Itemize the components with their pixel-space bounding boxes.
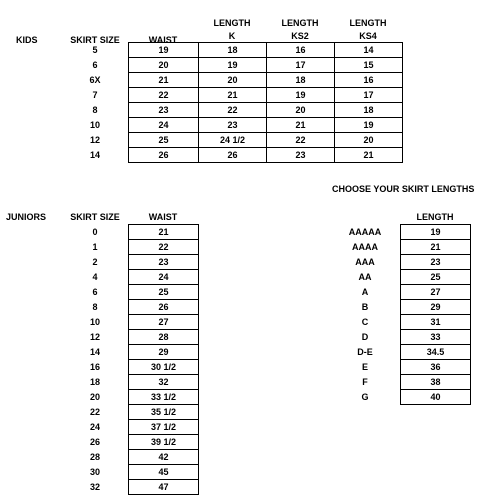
kids-k-cell: 22 bbox=[199, 103, 267, 118]
skirt-lengths-title: CHOOSE YOUR SKIRT LENGTHS bbox=[332, 184, 475, 194]
juniors-waist-cell: 37 1/2 bbox=[129, 420, 199, 435]
kids-ks2-cell: 21 bbox=[267, 118, 335, 133]
table-row bbox=[129, 330, 199, 345]
length-value-cell: 34.5 bbox=[401, 345, 471, 360]
juniors-size-cell: 0 bbox=[92, 227, 98, 237]
juniors-waist-cell: 23 bbox=[129, 255, 199, 270]
juniors-size-cell: 2 bbox=[92, 257, 98, 267]
table-row bbox=[401, 225, 471, 240]
table-row bbox=[401, 390, 471, 405]
length-code-cell: D-E bbox=[357, 347, 373, 357]
table-row bbox=[401, 315, 471, 330]
length-code-cell: AAAAA bbox=[348, 227, 382, 237]
kids-waist-cell: 20 bbox=[129, 58, 199, 73]
kids-ks4-cell: 19 bbox=[335, 118, 403, 133]
length-code-cell: F bbox=[362, 377, 368, 387]
kids-ks4-cell: 18 bbox=[335, 103, 403, 118]
length-code-cell: A bbox=[361, 287, 369, 297]
kids-ks2-header: KS2 bbox=[291, 31, 309, 41]
juniors-waist-cell: 30 1/2 bbox=[129, 360, 199, 375]
length-header: LENGTH bbox=[416, 212, 454, 222]
length-code-cell: AAA bbox=[355, 257, 375, 267]
kids-ks2-cell: 18 bbox=[267, 73, 335, 88]
juniors-section-label: JUNIORS bbox=[6, 212, 47, 222]
juniors-waist-cell: 28 bbox=[129, 330, 199, 345]
kids-ks4-cell: 14 bbox=[335, 43, 403, 58]
table-row bbox=[401, 255, 471, 270]
kids-k-cell: 24 1/2 bbox=[199, 133, 267, 148]
table-row bbox=[129, 315, 199, 330]
table-row bbox=[129, 133, 403, 148]
kids-size-column bbox=[60, 43, 130, 163]
kids-ks2-cell: 19 bbox=[267, 88, 335, 103]
kids-size-cell: 8 bbox=[92, 105, 98, 115]
length-value-cell: 29 bbox=[401, 300, 471, 315]
length-value-cell: 36 bbox=[401, 360, 471, 375]
juniors-waist-cell: 39 1/2 bbox=[129, 435, 199, 450]
table-row bbox=[401, 285, 471, 300]
kids-ks2-cell: 23 bbox=[267, 148, 335, 163]
juniors-size-column bbox=[60, 225, 130, 495]
kids-ks2-cell: 16 bbox=[267, 43, 335, 58]
kids-ks2-header-top: LENGTH bbox=[281, 18, 319, 28]
length-code-cell: AAAA bbox=[352, 242, 378, 252]
length-value-cell: 19 bbox=[401, 225, 471, 240]
length-value-cell: 25 bbox=[401, 270, 471, 285]
kids-k-header: K bbox=[228, 31, 236, 41]
kids-ks4-cell: 16 bbox=[335, 73, 403, 88]
table-row bbox=[129, 225, 199, 240]
juniors-waist-cell: 45 bbox=[129, 465, 199, 480]
table-row bbox=[129, 285, 199, 300]
table-row bbox=[129, 420, 199, 435]
length-code-cell: B bbox=[361, 302, 369, 312]
juniors-waist-cell: 21 bbox=[129, 225, 199, 240]
kids-size-table bbox=[128, 42, 403, 163]
juniors-size-cell: 6 bbox=[92, 287, 98, 297]
length-value-cell: 31 bbox=[401, 315, 471, 330]
length-code-cell: C bbox=[361, 317, 369, 327]
kids-k-cell: 21 bbox=[199, 88, 267, 103]
juniors-waist-cell: 32 bbox=[129, 375, 199, 390]
table-row bbox=[129, 375, 199, 390]
table-row bbox=[129, 88, 403, 103]
kids-k-cell: 20 bbox=[199, 73, 267, 88]
kids-k-cell: 19 bbox=[199, 58, 267, 73]
kids-waist-cell: 19 bbox=[129, 43, 199, 58]
kids-k-header-top: LENGTH bbox=[213, 18, 251, 28]
kids-ks4-cell: 20 bbox=[335, 133, 403, 148]
kids-ks4-cell: 21 bbox=[335, 148, 403, 163]
juniors-size-cell: 4 bbox=[92, 272, 98, 282]
juniors-size-cell: 24 bbox=[89, 422, 100, 432]
kids-size-cell: 7 bbox=[92, 90, 98, 100]
length-value-cell: 38 bbox=[401, 375, 471, 390]
juniors-size-cell: 20 bbox=[89, 392, 100, 402]
table-row bbox=[129, 480, 199, 495]
table-row bbox=[129, 43, 403, 58]
length-code-column bbox=[328, 225, 402, 405]
kids-k-cell: 23 bbox=[199, 118, 267, 133]
kids-size-cell: 6 bbox=[92, 60, 98, 70]
juniors-waist-cell: 26 bbox=[129, 300, 199, 315]
juniors-size-cell: 12 bbox=[89, 332, 100, 342]
juniors-waist-cell: 24 bbox=[129, 270, 199, 285]
kids-k-cell: 18 bbox=[199, 43, 267, 58]
juniors-waist-cell: 33 1/2 bbox=[129, 390, 199, 405]
table-row bbox=[129, 405, 199, 420]
kids-ks2-cell: 20 bbox=[267, 103, 335, 118]
table-row bbox=[401, 270, 471, 285]
juniors-size-header: SKIRT SIZE bbox=[70, 212, 120, 222]
length-value-cell: 21 bbox=[401, 240, 471, 255]
juniors-waist-cell: 42 bbox=[129, 450, 199, 465]
table-row bbox=[401, 360, 471, 375]
juniors-size-cell: 16 bbox=[89, 362, 100, 372]
table-row bbox=[129, 148, 403, 163]
table-row bbox=[129, 270, 199, 285]
juniors-size-cell: 28 bbox=[89, 452, 100, 462]
table-row bbox=[129, 300, 199, 315]
juniors-waist-cell: 25 bbox=[129, 285, 199, 300]
table-row bbox=[401, 375, 471, 390]
table-row bbox=[129, 255, 199, 270]
kids-waist-cell: 22 bbox=[129, 88, 199, 103]
juniors-waist-cell: 29 bbox=[129, 345, 199, 360]
table-row bbox=[129, 345, 199, 360]
juniors-waist-cell: 22 bbox=[129, 240, 199, 255]
kids-ks4-cell: 15 bbox=[335, 58, 403, 73]
table-row bbox=[129, 465, 199, 480]
table-row bbox=[401, 345, 471, 360]
length-value-cell: 40 bbox=[401, 390, 471, 405]
table-row bbox=[129, 390, 199, 405]
kids-k-cell: 26 bbox=[199, 148, 267, 163]
juniors-waist-header: WAIST bbox=[148, 212, 178, 222]
juniors-size-cell: 14 bbox=[89, 347, 100, 357]
juniors-size-cell: 1 bbox=[92, 242, 98, 252]
kids-size-header: SKIRT SIZE bbox=[70, 35, 120, 45]
juniors-size-cell: 8 bbox=[92, 302, 98, 312]
kids-size-cell: 12 bbox=[89, 135, 100, 145]
length-code-cell: E bbox=[361, 362, 368, 372]
table-row bbox=[129, 73, 403, 88]
juniors-size-cell: 22 bbox=[89, 407, 100, 417]
kids-waist-cell: 26 bbox=[129, 148, 199, 163]
kids-waist-cell: 24 bbox=[129, 118, 199, 133]
length-code-cell: D bbox=[361, 332, 369, 342]
kids-waist-cell: 25 bbox=[129, 133, 199, 148]
kids-ks4-cell: 17 bbox=[335, 88, 403, 103]
table-row bbox=[129, 450, 199, 465]
juniors-size-cell: 32 bbox=[89, 482, 100, 492]
kids-section-label: KIDS bbox=[16, 35, 38, 45]
juniors-waist-table bbox=[128, 224, 199, 495]
table-row bbox=[401, 240, 471, 255]
kids-ks4-header: KS4 bbox=[359, 31, 377, 41]
kids-size-cell: 10 bbox=[89, 120, 100, 130]
length-code-cell: G bbox=[361, 392, 369, 402]
length-value-cell: 27 bbox=[401, 285, 471, 300]
kids-ks4-header-top: LENGTH bbox=[349, 18, 387, 28]
table-row bbox=[401, 330, 471, 345]
length-value-cell: 23 bbox=[401, 255, 471, 270]
table-row bbox=[129, 103, 403, 118]
juniors-size-cell: 18 bbox=[89, 377, 100, 387]
table-row bbox=[129, 118, 403, 133]
kids-waist-cell: 23 bbox=[129, 103, 199, 118]
table-row bbox=[129, 435, 199, 450]
table-row bbox=[129, 360, 199, 375]
kids-size-cell: 6X bbox=[89, 75, 101, 85]
length-table bbox=[400, 224, 471, 405]
juniors-size-cell: 10 bbox=[89, 317, 100, 327]
juniors-waist-cell: 27 bbox=[129, 315, 199, 330]
juniors-waist-cell: 35 1/2 bbox=[129, 405, 199, 420]
table-row bbox=[401, 300, 471, 315]
length-value-cell: 33 bbox=[401, 330, 471, 345]
length-code-cell: AA bbox=[358, 272, 372, 282]
kids-ks2-cell: 22 bbox=[267, 133, 335, 148]
juniors-size-cell: 26 bbox=[89, 437, 100, 447]
kids-waist-header: WAIST bbox=[148, 35, 178, 45]
kids-size-cell: 5 bbox=[92, 45, 98, 55]
kids-ks2-cell: 17 bbox=[267, 58, 335, 73]
juniors-waist-cell: 47 bbox=[129, 480, 199, 495]
table-row bbox=[129, 240, 199, 255]
kids-size-cell: 14 bbox=[89, 150, 100, 160]
juniors-size-cell: 30 bbox=[89, 467, 100, 477]
table-row bbox=[129, 58, 403, 73]
kids-waist-cell: 21 bbox=[129, 73, 199, 88]
